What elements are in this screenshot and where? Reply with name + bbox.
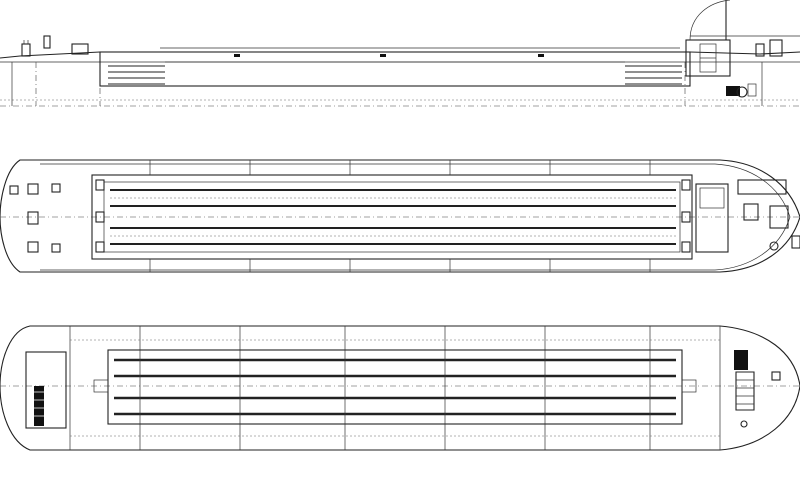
- frame-grid: [70, 326, 720, 450]
- profile-view: [0, 0, 800, 106]
- tank-top-plan: [0, 326, 800, 450]
- hold-stripes-tank: [114, 360, 676, 414]
- fwd-stair: [734, 350, 780, 427]
- windlass: [726, 84, 756, 97]
- fwd-deckhouse: [686, 0, 782, 76]
- aft-engine-room: [26, 352, 66, 428]
- main-deck-plan: [0, 160, 800, 272]
- deck-frame-ticks: [150, 160, 650, 272]
- profile-hatch-lines-aft: [108, 66, 165, 84]
- fwd-deck-house: [696, 180, 800, 252]
- profile-hatch-lines-fwd: [625, 66, 682, 84]
- aft-deck-fittings: [10, 184, 60, 252]
